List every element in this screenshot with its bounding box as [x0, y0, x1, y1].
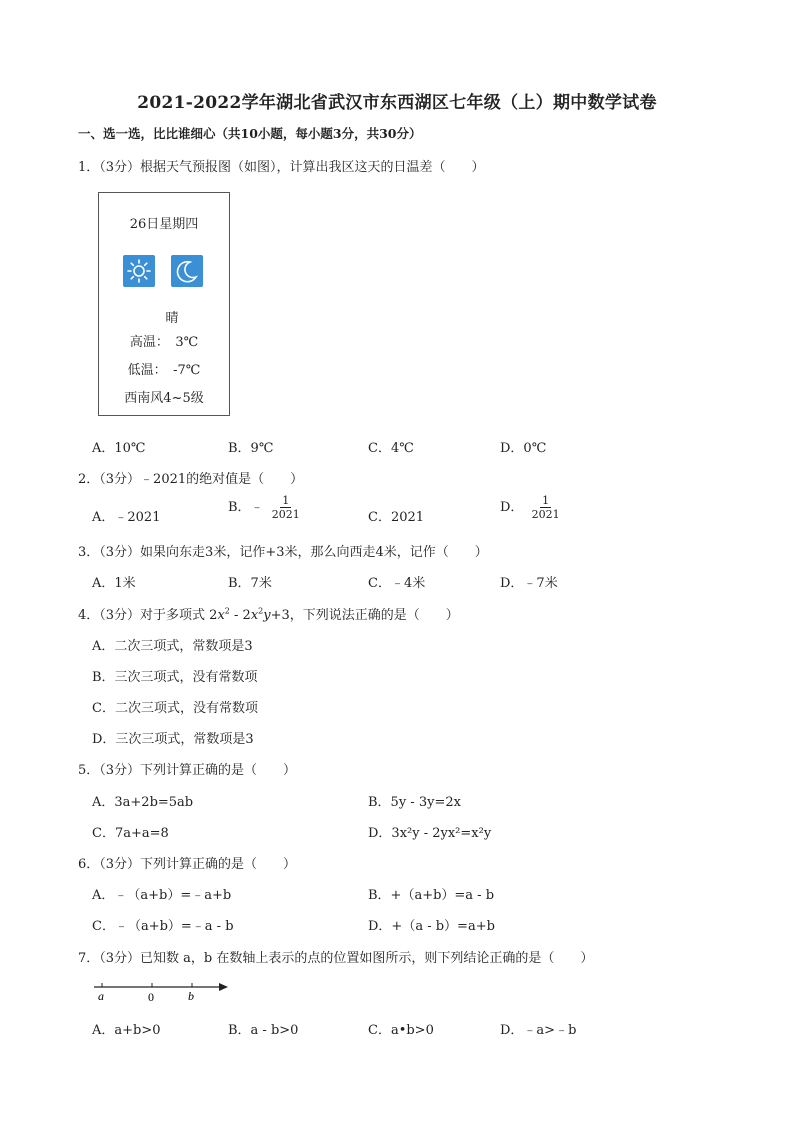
weather-date: 26日星期四: [129, 217, 199, 232]
q3-option-c: C．﹣4米: [368, 576, 426, 591]
q3-option-d: D．﹣7米: [500, 576, 558, 591]
sun-icon: [123, 255, 155, 287]
q1-option-b: B．9℃: [228, 441, 274, 456]
fraction-numerator: 1: [542, 494, 550, 507]
number-line-arrow: [219, 983, 228, 991]
q3-option-a: A．1米: [92, 576, 136, 591]
question-2-stem: 2．（3分）﹣2021的绝对值是（ ）: [78, 472, 304, 487]
q2-option-b: [228, 494, 302, 521]
q5-option-b: B．5y - 3y=2x: [368, 795, 461, 810]
q4-stem-middle: - 2: [229, 608, 251, 623]
q4-option-b: B．三次三项式，没有常数项: [92, 670, 258, 685]
fraction-numerator: 1: [282, 494, 290, 507]
q6-option-a: A．﹣（a+b）=﹣a+b: [92, 888, 232, 903]
q2-option-c: C．2021: [368, 510, 425, 525]
weather-low: 低温： -7℃: [127, 363, 201, 378]
weather-forecast-card: [98, 192, 230, 416]
q4-var-y: y: [263, 608, 271, 623]
q1-option-a: A．10℃: [92, 441, 146, 456]
question-7-stem: 7．（3分）已知数 a，b 在数轴上表示的点的位置如图所示，则下列结论正确的是（ ）: [78, 951, 594, 966]
section-heading: 一、选一选，比比谁细心（共10小题，每小题3分，共30分）: [78, 126, 422, 141]
q5-option-c: C．7a+a=8: [92, 826, 169, 841]
q4-stem-prefix: 4．（3分）对于多项式 2: [78, 608, 218, 623]
q1-option-d: D．0℃: [500, 441, 547, 456]
q4-option-d: D．三次三项式，常数项是3: [92, 732, 254, 747]
q7-option-d: D．﹣a>﹣b: [500, 1023, 577, 1038]
number-line-diagram: [92, 976, 232, 1006]
question-5-stem: 5．（3分）下列计算正确的是（ ）: [78, 763, 297, 778]
q4-exponent: 2: [258, 606, 264, 616]
q4-var-x: x: [250, 608, 259, 623]
q4-var-x: x: [217, 608, 225, 623]
q4-exponent: 2: [224, 606, 230, 616]
q5-option-a: A．3a+2b=5ab: [92, 795, 194, 810]
q2-option-d-prefix: D．: [500, 500, 524, 515]
q6-option-c: C．﹣（a+b）=﹣a - b: [92, 919, 234, 934]
fraction-denominator: 2021: [531, 508, 560, 521]
q4-stem-suffix: +3，下列说法正确的是（ ）: [270, 608, 459, 623]
q2-option-d: [500, 494, 562, 521]
question-6-stem: 6．（3分）下列计算正确的是（ ）: [78, 857, 297, 872]
moon-icon: [171, 255, 203, 287]
q2-option-d-fraction: [530, 494, 562, 521]
label-a: a: [98, 989, 104, 1003]
q5-option-d: D．3x²y - 2yx²=x²y: [368, 826, 492, 841]
exam-title: 2021-2022学年湖北省武汉市东西湖区七年级（上）期中数学试卷: [137, 93, 657, 113]
label-0: 0: [148, 990, 154, 1004]
question-3-stem: 3．（3分）如果向东走3米，记作+3米，那么向西走4米，记作（ ）: [78, 545, 488, 560]
weather-wind: 西南风4~5级: [124, 391, 204, 406]
question-1-stem: 1．（3分）根据天气预报图（如图），计算出我区这天的日温差（ ）: [78, 160, 485, 175]
q1-option-c: C．4℃: [368, 441, 414, 456]
q7-option-b: B．a - b>0: [228, 1023, 299, 1038]
q6-option-b: B．+（a+b）=a - b: [368, 888, 495, 903]
q2-option-a: A．﹣2021: [92, 510, 161, 525]
q2-option-b-prefix: B．﹣: [228, 500, 264, 515]
q3-option-b: B．7米: [228, 576, 272, 591]
q4-option-c: C．二次三项式，没有常数项: [92, 701, 258, 716]
q7-option-c: C．a•b>0: [368, 1023, 434, 1038]
q4-option-a: A．二次三项式，常数项是3: [92, 639, 253, 654]
q2-option-b-fraction: [270, 494, 302, 521]
fraction-denominator: 2021: [271, 508, 300, 521]
weather-condition: 晴: [165, 311, 179, 326]
question-4-stem: [78, 604, 459, 623]
label-b: b: [188, 989, 194, 1003]
weather-high: 高温： 3℃: [129, 335, 199, 350]
q7-option-a: A．a+b>0: [92, 1023, 161, 1038]
q6-option-d: D．+（a - b）=a+b: [368, 919, 495, 934]
